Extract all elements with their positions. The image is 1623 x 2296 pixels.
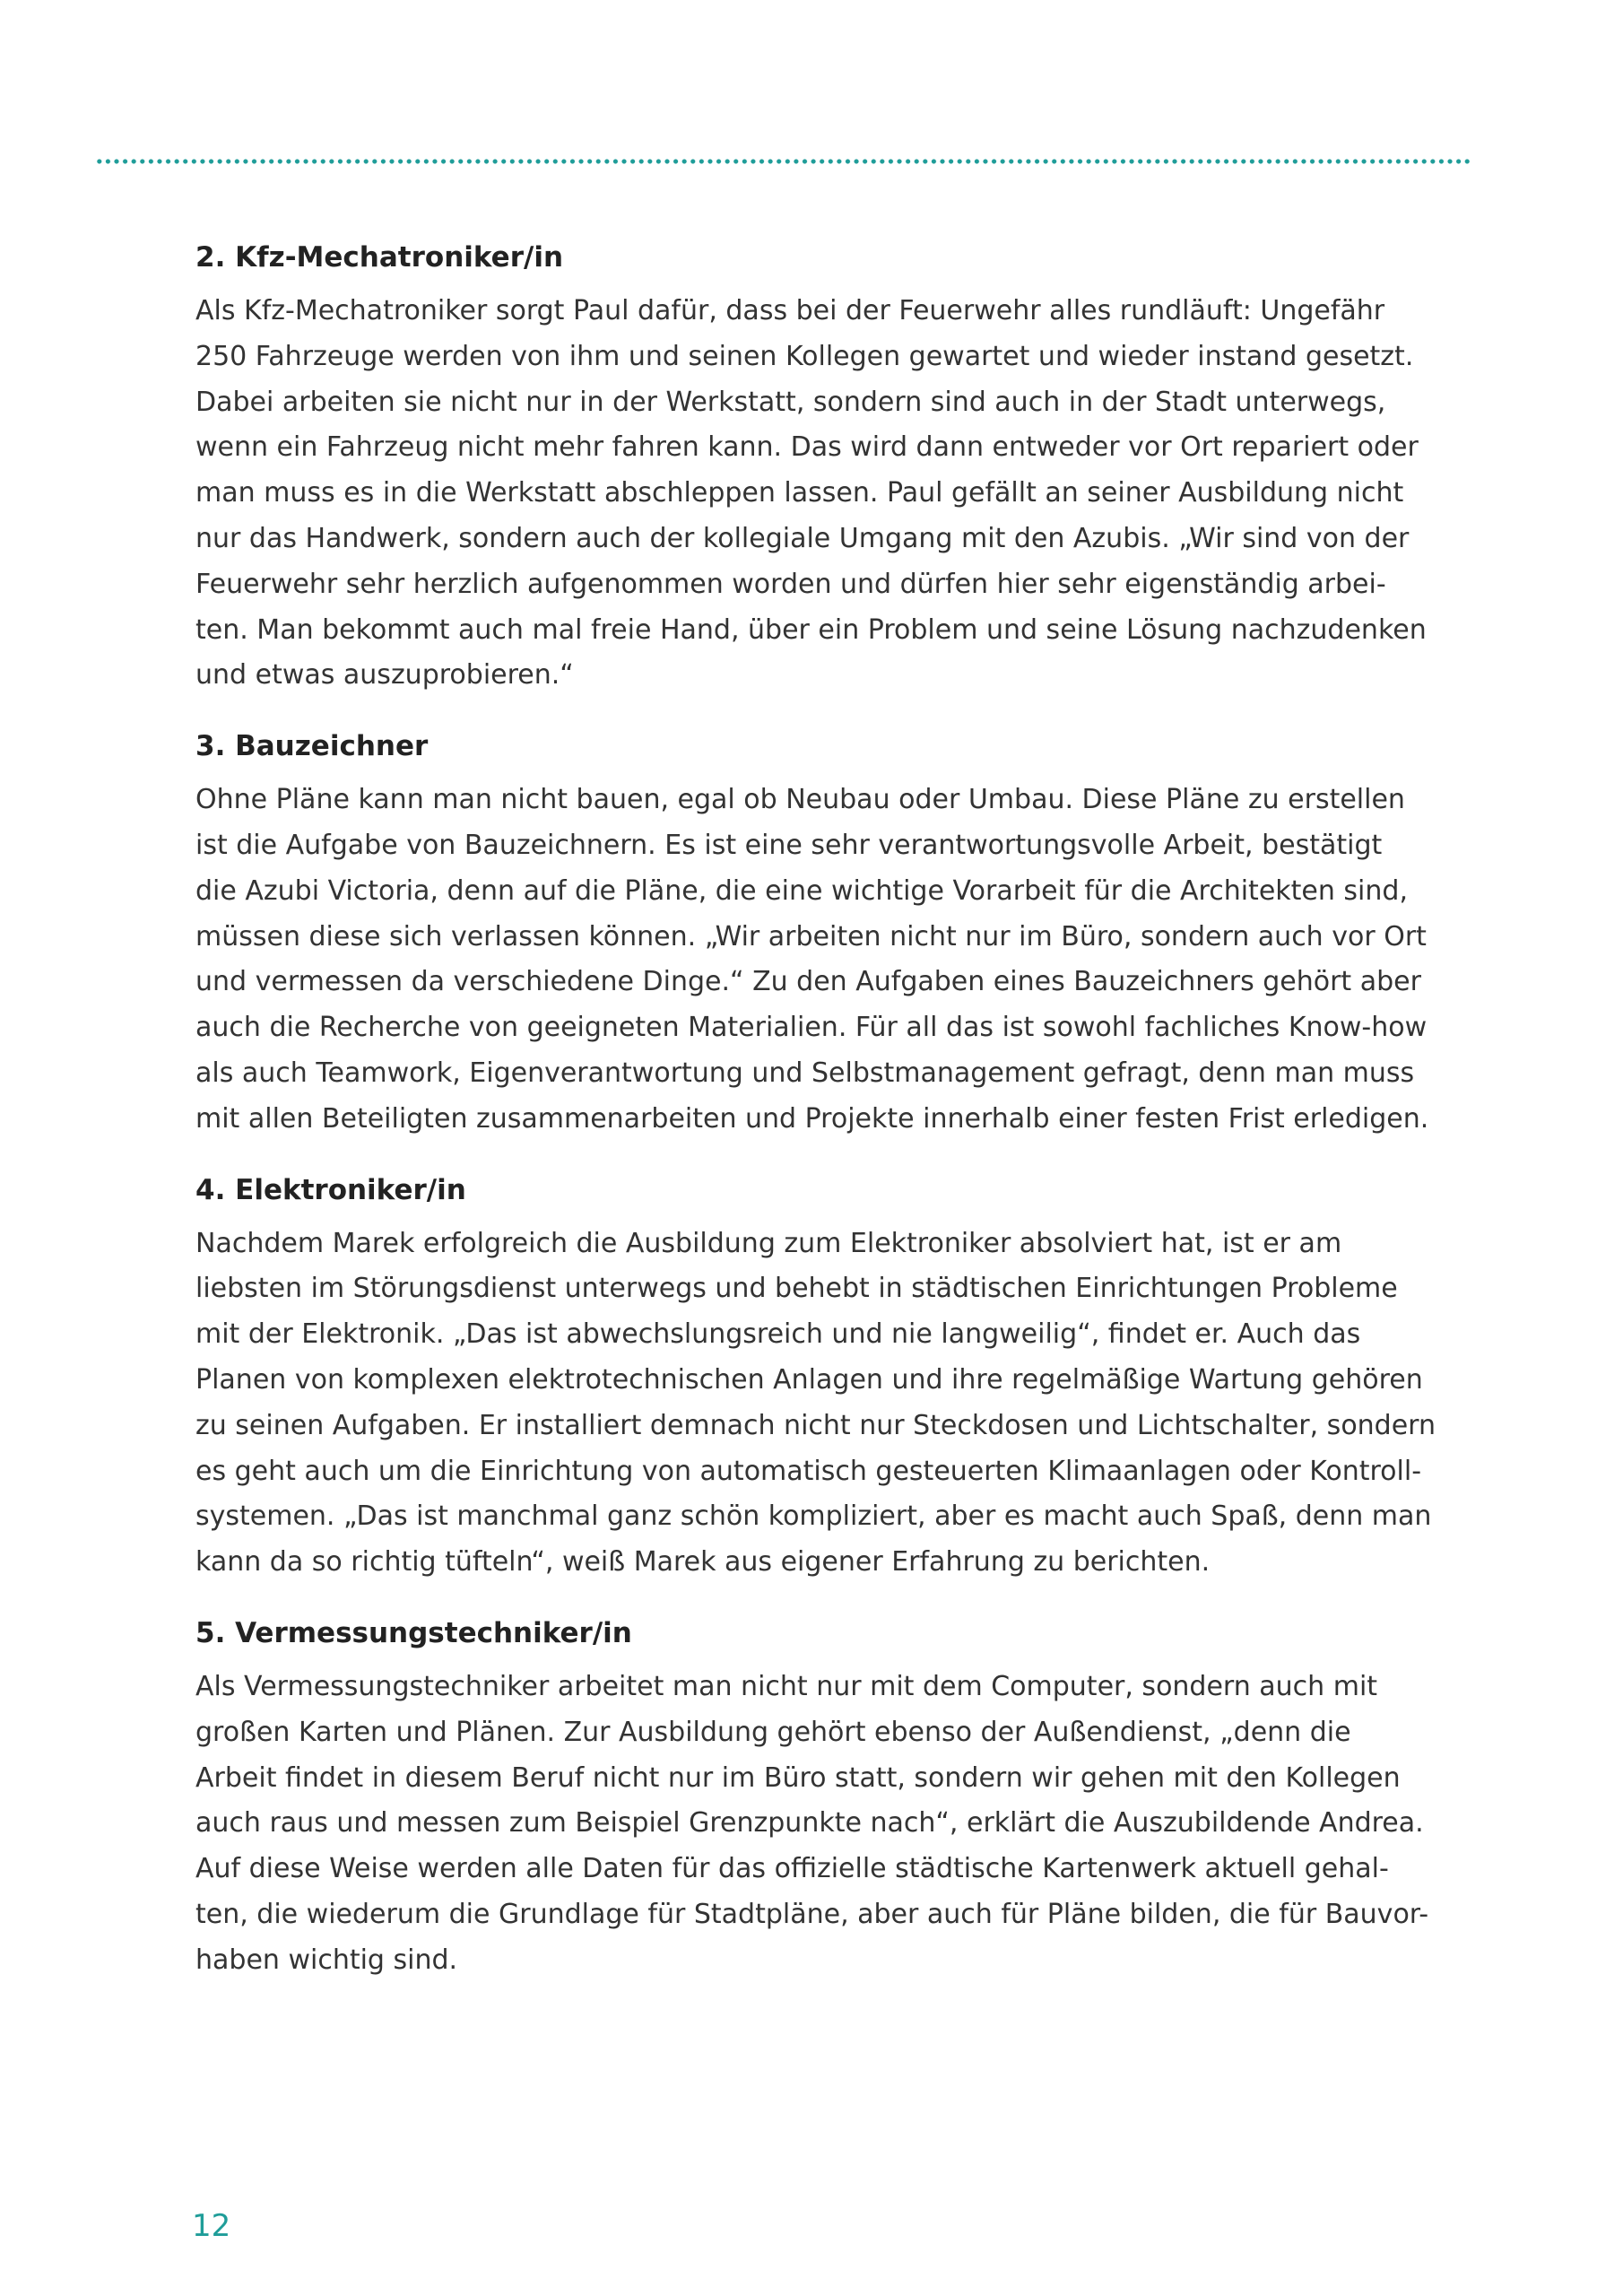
section-kfz-mechatroniker [195, 235, 1478, 699]
section-heading: 3. Bauzeichner [195, 730, 429, 763]
paragraph-line: Planen von komplexen elektrotechnischen Anlagen und ihre regelmäßige Wartung gehören [195, 1363, 1423, 1396]
paragraph-line: systemen. „Das ist manchmal ganz schön kompliziert, aber es macht auch Spaß, denn man [195, 1500, 1432, 1533]
paragraph-line: kann da so richtig tüfteln“, weiß Marek aus eigener Erfahrung zu berichten. [195, 1546, 1211, 1578]
paragraph-line: großen Karten und Plänen. Zur Ausbildung gehört ebenso der Außendienst, „denn die [195, 1716, 1351, 1748]
paragraph-line: auch die Recherche von geeigneten Materialien. Für all das ist sowohl fachliches Know-how [195, 1012, 1428, 1044]
paragraph-line: wenn ein Fahrzeug nicht mehr fahren kann. Das wird dann entweder vor Ort repariert oder [195, 431, 1419, 464]
paragraph-line: und etwas auszuprobieren.“ [195, 659, 574, 691]
section-elektroniker [195, 1168, 1478, 1586]
paragraph-line: und vermessen da verschiedene Dinge.“ Zu den Aufgaben eines Bauzeichners gehört aber [195, 966, 1421, 998]
paragraph-line: mit allen Beteiligten zusammenarbeiten und Projekte innerhalb einer festen Frist erledigen. [195, 1102, 1429, 1135]
paragraph-line: haben wichtig sind. [195, 1944, 458, 1976]
paragraph-line: Feuerwehr sehr herzlich aufgenommen worden und dürfen hier sehr eigenständig arbei- [195, 568, 1386, 600]
paragraph-line: Dabei arbeiten sie nicht nur in der Werkstatt, sondern sind auch in der Stadt unterwegs, [195, 386, 1386, 418]
paragraph-line: müssen diese sich verlassen können. „Wir arbeiten nicht nur im Büro, sondern auch vor Ort [195, 920, 1427, 952]
paragraph-line: nur das Handwerk, sondern auch der kollegiale Umgang mit den Azubis. „Wir sind von der [195, 522, 1410, 554]
page-number: 12 [192, 2208, 231, 2244]
paragraph-line: man muss es in die Werkstatt abschleppen lassen. Paul gefällt an seiner Ausbildung nicht [195, 477, 1404, 509]
paragraph-line: Als Kfz-Mechatroniker sorgt Paul dafür, dass bei der Feuerwehr alles rundläuft: Ungefähr [195, 295, 1385, 326]
paragraph-line: Nachdem Marek erfolgreich die Ausbildung zum Elektroniker absolviert hat, ist er am [195, 1227, 1342, 1259]
article-body [195, 235, 1478, 2009]
section-heading: 4. Elektroniker/in [195, 1173, 466, 1206]
section-heading: 2. Kfz-Mechatroniker/in [195, 241, 564, 274]
paragraph-line: Auf diese Weise werden alle Daten für das offizielle städtische Kartenwerk aktuell gehal- [195, 1853, 1389, 1885]
paragraph-line: auch raus und messen zum Beispiel Grenzpunkte nach“, erklärt die Auszubildende Andrea. [195, 1807, 1424, 1839]
paragraph-line: zu seinen Aufgaben. Er installiert demnach nicht nur Steckdosen und Lichtschalter, sondern [195, 1409, 1436, 1441]
paragraph-line: ist die Aufgabe von Bauzeichnern. Es ist eine sehr verantwortungsvolle Arbeit, bestätigt [195, 829, 1383, 861]
section-paragraph [195, 778, 1478, 1142]
paragraph-line: Als Vermessungstechniker arbeitet man nicht nur mit dem Computer, sondern auch mit [195, 1670, 1378, 1702]
section-paragraph [195, 1665, 1478, 1984]
section-bauzeichner [195, 724, 1478, 1142]
paragraph-line: ten. Man bekommt auch mal freie Hand, über ein Problem und seine Lösung nachzudenken [195, 613, 1427, 646]
paragraph-line: als auch Teamwork, Eigenverantwortung und Selbstmanagement gefragt, denn man muss [195, 1057, 1415, 1089]
section-paragraph [195, 289, 1478, 699]
dotted-divider [95, 158, 1472, 165]
paragraph-line: die Azubi Victoria, denn auf die Pläne, die eine wichtige Vorarbeit für die Architekten sind, [195, 874, 1408, 907]
paragraph-line: Ohne Pläne kann man nicht bauen, egal ob Neubau oder Umbau. Diese Pläne zu erstellen [195, 784, 1405, 816]
paragraph-line: 250 Fahrzeuge werden von ihm und seinen Kollegen gewartet und wieder instand gesetzt. [195, 340, 1414, 372]
paragraph-line: liebsten im Störungsdienst unterwegs und behebt in städtischen Einrichtungen Probleme [195, 1273, 1398, 1305]
section-vermessungstechniker [195, 1611, 1478, 1984]
section-heading: 5. Vermessungstechniker/in [195, 1616, 632, 1649]
paragraph-line: es geht auch um die Einrichtung von automatisch gesteuerten Klimaanlagen oder Kontroll- [195, 1455, 1422, 1487]
paragraph-line: mit der Elektronik. „Das ist abwechslungsreich und nie langweilig“, findet er. Auch das [195, 1318, 1361, 1351]
section-paragraph [195, 1222, 1478, 1586]
paragraph-line: Arbeit findet in diesem Beruf nicht nur im Büro statt, sondern wir gehen mit den Kollegen [195, 1761, 1401, 1794]
paragraph-line: ten, die wiederum die Grundlage für Stadtpläne, aber auch für Pläne bilden, die für Bauvor- [195, 1898, 1429, 1930]
